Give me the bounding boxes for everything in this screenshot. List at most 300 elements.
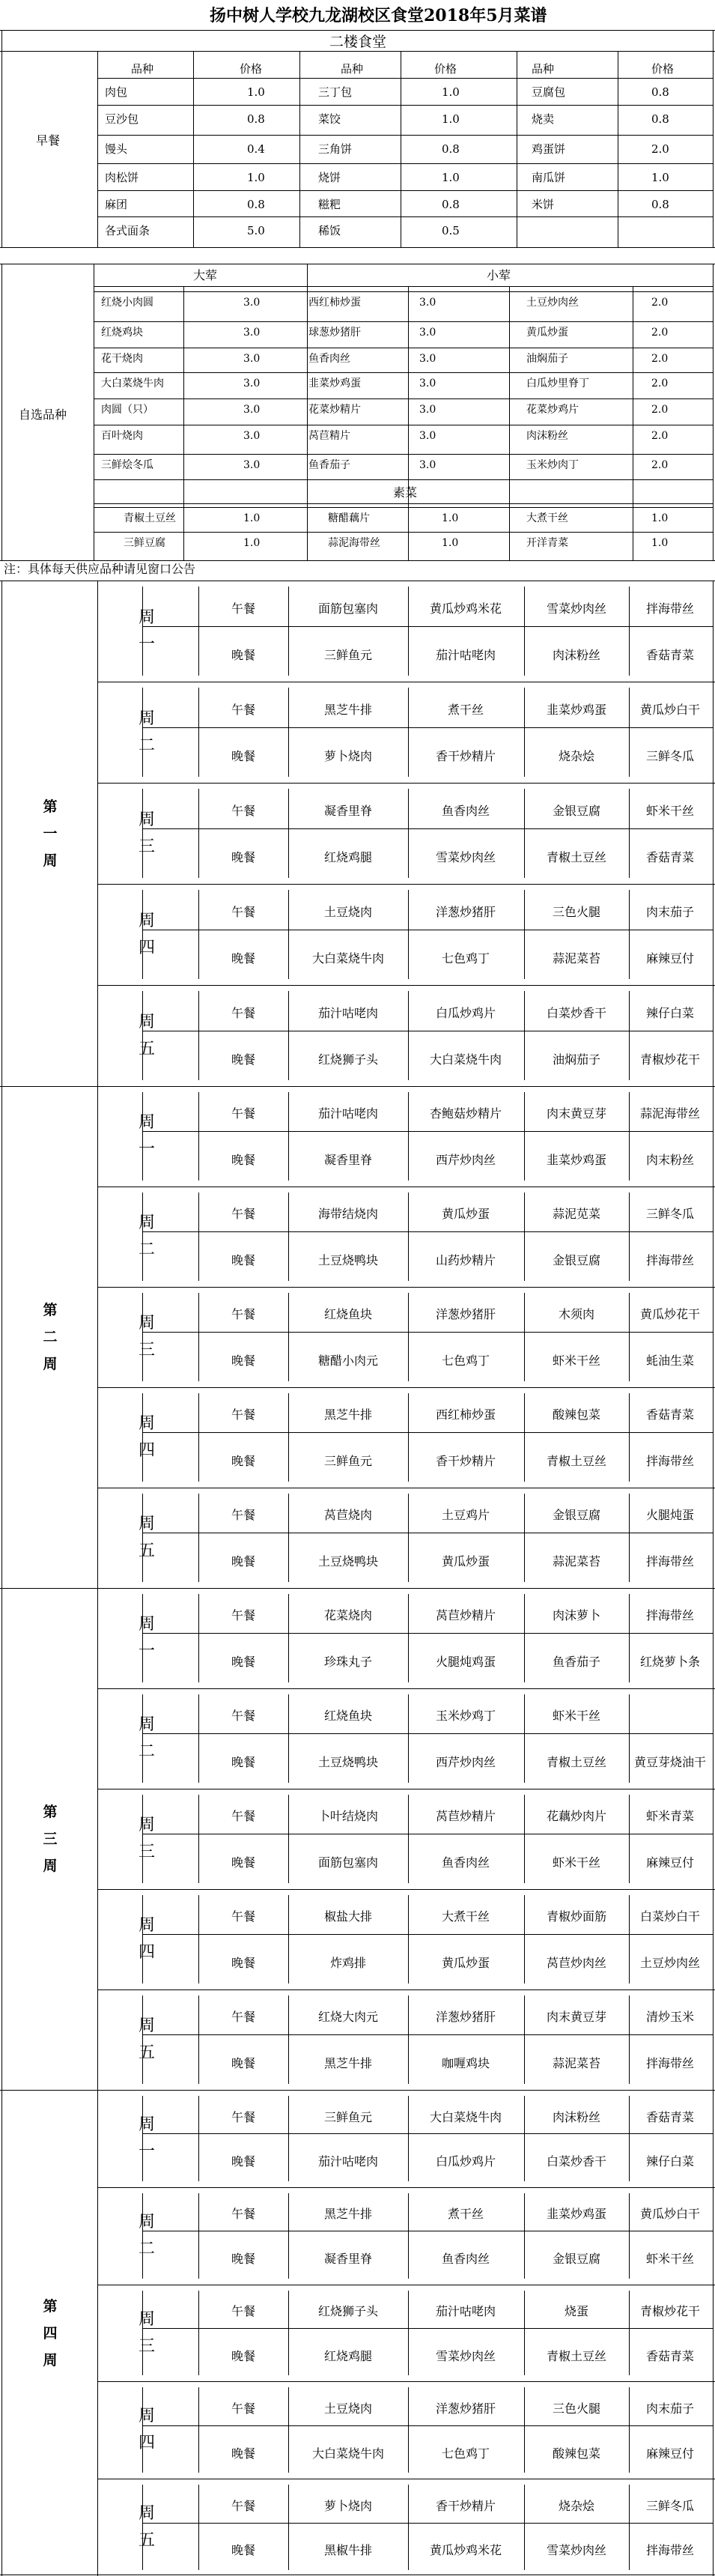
day-top-border [97, 2381, 715, 2382]
lunch-dish: 花菜烧肉 [323, 1608, 373, 1623]
breakfast-item: 糍粑 [318, 198, 341, 211]
dinner-dish: 萝卜烧肉 [323, 748, 373, 763]
lunch-dish: 白瓜炒鸡片 [435, 1005, 496, 1020]
week-label: 第四周 [43, 2297, 58, 2369]
dinner-dish: 拌海带丝 [645, 1454, 695, 1469]
menu-col-divider [629, 2387, 630, 2473]
lunch-dish: 花藕炒肉片 [546, 1809, 607, 1824]
lunch-label: 午餐 [231, 1608, 256, 1623]
lunch-label: 午餐 [231, 2109, 256, 2124]
menu-col-divider [408, 1393, 409, 1482]
day-label: 周五 [138, 2504, 155, 2551]
lunch-dish: 三色火腿 [552, 2401, 601, 2416]
menu-col-divider [629, 1293, 630, 1381]
selfservice-price: 3.0 [243, 404, 261, 416]
dinner-dish: 香菇青菜 [645, 647, 695, 662]
dinner-dish: 白瓜炒鸡片 [435, 2154, 496, 2169]
menu-col-divider [198, 1694, 199, 1783]
selfservice-price: 3.0 [419, 459, 436, 471]
breakfast-price: 1.0 [442, 171, 460, 184]
lunch-label: 午餐 [231, 1809, 256, 1824]
dinner-dish: 麻辣豆付 [645, 2446, 695, 2461]
breakfast-price: 0.8 [442, 198, 460, 211]
lunch-dish: 肉末黄豆芽 [546, 1106, 607, 1121]
day-label: 周四 [138, 2407, 155, 2453]
selfservice-item: 玉米炒肉丁 [526, 459, 579, 471]
dinner-dish: 蒜泥菜苔 [552, 1554, 601, 1569]
meal-row-border [142, 626, 713, 627]
menu-col-divider [524, 2485, 525, 2570]
dinner-dish: 黑椒牛排 [323, 2543, 373, 2558]
lunch-dish: 烧蛋 [564, 2304, 589, 2319]
breakfast-label-divider [97, 51, 98, 247]
dinner-label: 晚餐 [231, 1052, 256, 1067]
meal-row-border [142, 1432, 713, 1433]
dinner-dish: 红烧萝卜条 [639, 1655, 701, 1670]
lunch-label: 午餐 [231, 904, 256, 919]
lunch-dish: 白菜炒香干 [546, 1005, 607, 1020]
selfservice-price: 2.0 [651, 327, 669, 339]
breakfast-header: 品种 [532, 62, 555, 76]
breakfast-price: 1.0 [247, 85, 265, 99]
dinner-label: 晚餐 [231, 2056, 256, 2071]
day-top-border [97, 1688, 715, 1689]
lunch-dish: 肉沫粉丝 [552, 2109, 601, 2124]
menu-col-divider [524, 688, 525, 777]
day-top-border [97, 1588, 715, 1589]
day-label: 周五 [138, 1515, 155, 1560]
big-meat-header: 大荤 [193, 268, 218, 282]
selfservice-item: 西红柿炒蛋 [308, 297, 361, 309]
selfservice-price: 3.0 [243, 378, 261, 390]
breakfast-header: 品种 [131, 62, 154, 76]
dinner-dish: 烧杂烩 [558, 748, 595, 763]
dinner-dish: 土豆烧鸭块 [317, 1253, 379, 1268]
selfservice-col-divider [307, 264, 308, 560]
day-top-border [97, 884, 715, 885]
menu-col-divider [198, 2485, 199, 2570]
lunch-dish: 肉末茄子 [645, 904, 695, 919]
lunch-dish: 拌海带丝 [645, 1608, 695, 1623]
breakfast-top-border [0, 30, 715, 31]
dinner-label: 晚餐 [231, 2252, 256, 2267]
week-label-divider [97, 1588, 98, 2090]
selfservice-price: 2.0 [651, 404, 669, 416]
menu-col-divider [288, 1192, 289, 1281]
lunch-dish: 三鲜冬瓜 [645, 2498, 695, 2513]
day-top-border [97, 2090, 715, 2091]
menu-col-divider [629, 1092, 630, 1181]
breakfast-item: 三丁包 [318, 85, 353, 99]
selfservice-right-border [713, 264, 714, 560]
notice-text: 注：具体每天供应品种请见窗口公告 [4, 562, 196, 576]
lunch-label: 午餐 [231, 2207, 256, 2222]
breakfast-header: 价格 [651, 62, 675, 76]
day-label: 周五 [138, 1012, 155, 1058]
menu-col-divider [288, 789, 289, 878]
dinner-dish: 鱼香茄子 [552, 1655, 601, 1670]
day-label: 周一 [138, 2115, 155, 2161]
selfservice-price: 3.0 [243, 353, 261, 365]
lunch-dish: 蒜泥苋菜 [552, 1207, 601, 1222]
menu-col-divider [198, 1293, 199, 1381]
breakfast-bottom-border [0, 247, 715, 248]
dinner-dish: 黄瓜炒鸡米花 [429, 2543, 502, 2558]
menu-col-divider [408, 2096, 409, 2181]
menu-col-divider [408, 1092, 409, 1181]
lunch-dish: 红烧大肉元 [317, 2010, 379, 2025]
lunch-label: 午餐 [231, 2304, 256, 2319]
lunch-label: 午餐 [231, 601, 256, 616]
lunch-dish: 红烧狮子头 [317, 2304, 379, 2319]
selfservice-label: 自选品种 [19, 407, 67, 422]
day-label: 周三 [138, 810, 155, 856]
selfservice-price: 1.0 [243, 512, 261, 524]
selfservice-price: 2.0 [651, 297, 669, 309]
lunch-label: 午餐 [231, 1207, 256, 1222]
dinner-dish: 辣仔白菜 [645, 2154, 695, 2169]
selfservice-price: 3.0 [419, 430, 436, 442]
dinner-dish: 三鲜冬瓜 [645, 748, 695, 763]
menu-col-divider [198, 2387, 199, 2473]
breakfast-price: 0.4 [247, 142, 265, 156]
day-top-border [97, 2187, 715, 2188]
day-label: 周五 [138, 2016, 155, 2062]
selfservice-price: 3.0 [243, 327, 261, 339]
selfservice-price: 2.0 [651, 459, 669, 471]
menu-col-divider [408, 991, 409, 1080]
menu-col-divider [629, 1494, 630, 1582]
lunch-dish: 酸辣包菜 [552, 1407, 601, 1422]
lunch-dish: 面筋包塞肉 [317, 601, 379, 616]
veg-row-border [94, 507, 713, 508]
dinner-dish: 韭菜炒鸡蛋 [546, 1153, 607, 1168]
dinner-dish: 鱼香肉丝 [441, 2252, 490, 2267]
selfservice-item: 大煮干丝 [526, 512, 568, 524]
dinner-dish: 黄豆芽烧油干 [633, 1755, 707, 1770]
selfservice-price: 3.0 [419, 404, 436, 416]
selfservice-bottom-border [0, 560, 715, 561]
week-right-border [713, 581, 714, 1086]
menu-col-divider [524, 1393, 525, 1482]
week-label-divider [97, 2090, 98, 2576]
lunch-dish: 黑芝牛排 [323, 1407, 373, 1422]
selfservice-price: 1.0 [651, 537, 669, 549]
dinner-label: 晚餐 [231, 2543, 256, 2558]
breakfast-price: 1.0 [442, 112, 460, 126]
breakfast-item: 菜饺 [318, 112, 341, 126]
selfservice-price: 2.0 [651, 353, 669, 365]
dinner-dish: 青椒土豆丝 [546, 1755, 607, 1770]
dinner-label: 晚餐 [231, 1655, 256, 1670]
menu-col-divider [288, 2096, 289, 2181]
dinner-dish: 青椒土豆丝 [546, 849, 607, 864]
breakfast-row-border [97, 78, 713, 79]
day-label: 周二 [138, 2212, 155, 2258]
menu-col-divider [524, 789, 525, 878]
lunch-dish: 金银豆腐 [552, 1508, 601, 1523]
meal-row-border [142, 2523, 713, 2524]
dinner-dish: 红烧鸡腿 [323, 2348, 373, 2363]
breakfast-right-border [713, 30, 714, 247]
menu-col-divider [288, 1995, 289, 2084]
menu-col-divider [629, 2193, 630, 2279]
dinner-label: 晚餐 [231, 849, 256, 864]
selfservice-item: 开洋青菜 [526, 537, 568, 549]
day-label: 周二 [138, 709, 155, 755]
menu-col-divider [288, 587, 289, 676]
breakfast-item: 鸡蛋饼 [532, 142, 566, 156]
breakfast-price: 1.0 [442, 85, 460, 99]
dinner-dish: 拌海带丝 [645, 2543, 695, 2558]
lunch-dish: 洋葱炒猪肝 [435, 2401, 496, 2416]
lunch-dish: 土豆烧肉 [323, 904, 373, 919]
breakfast-header: 品种 [341, 62, 364, 76]
breakfast-col-divider [299, 51, 300, 247]
lunch-dish: 土豆鸡片 [441, 1508, 490, 1523]
dinner-dish: 肉末粉丝 [645, 1153, 695, 1168]
selfservice-item: 三鲜烩冬瓜 [101, 459, 153, 471]
selfservice-row-border [94, 321, 713, 322]
selfservice-item: 花菜炒鸡片 [526, 404, 579, 416]
menu-col-divider [524, 1594, 525, 1682]
menu-col-divider [288, 2193, 289, 2279]
menu-col-divider [198, 688, 199, 777]
menu-col-divider [198, 1393, 199, 1482]
dinner-label: 晚餐 [231, 2154, 256, 2169]
lunch-dish: 莴苣炒精片 [435, 1809, 496, 1824]
dinner-dish: 麻辣豆付 [645, 1855, 695, 1870]
menu-col-divider [629, 1594, 630, 1682]
menu-col-divider [198, 2193, 199, 2279]
breakfast-item: 肉松饼 [105, 171, 139, 184]
dinner-dish: 炸鸡排 [329, 1956, 367, 1971]
menu-col-divider [629, 1795, 630, 1883]
dinner-dish: 凝香里脊 [323, 2252, 373, 2267]
lunch-dish: 大煮干丝 [441, 1909, 490, 1924]
lunch-label: 午餐 [231, 2401, 256, 2416]
selfservice-item: 蒜泥海带丝 [328, 537, 380, 549]
breakfast-item: 豆沙包 [105, 112, 139, 126]
week-label: 第一周 [43, 798, 58, 869]
selfservice-item: 大白菜烧牛肉 [101, 378, 164, 390]
meal-row-border [142, 1934, 713, 1935]
breakfast-row-border [97, 105, 713, 106]
dinner-dish: 虾米干丝 [552, 1354, 601, 1369]
breakfast-item: 米饼 [532, 198, 555, 211]
lunch-dish: 煮干丝 [447, 702, 484, 717]
dinner-dish: 糖醋小肉元 [317, 1354, 379, 1369]
lunch-dish: 虾米干丝 [645, 803, 695, 818]
menu-col-divider [408, 1594, 409, 1682]
menu-col-divider [629, 2096, 630, 2181]
lunch-dish: 肉沫萝卜 [552, 1608, 601, 1623]
selfservice-item: 莴苣精片 [308, 430, 350, 442]
menu-col-divider [629, 2485, 630, 2570]
lunch-dish: 青椒炒面筋 [546, 1909, 607, 1924]
dinner-label: 晚餐 [231, 1454, 256, 1469]
menu-col-divider [198, 1995, 199, 2084]
menu-col-divider [198, 1895, 199, 1983]
breakfast-item: 肉包 [105, 85, 128, 99]
lunch-dish: 黄瓜炒鸡米花 [429, 601, 502, 616]
lunch-dish: 香干炒精片 [435, 2498, 496, 2513]
selfservice-item: 花菜炒精片 [308, 404, 361, 416]
day-label: 周三 [138, 1314, 155, 1360]
selfservice-item: 花干烧肉 [101, 353, 143, 365]
dinner-label: 晚餐 [231, 2348, 256, 2363]
selfservice-item: 红烧小肉圆 [101, 297, 153, 309]
lunch-dish: 黄瓜炒花干 [639, 1307, 701, 1322]
lunch-dish: 虾米青菜 [645, 1809, 695, 1824]
breakfast-price: 0.8 [247, 112, 265, 126]
selfservice-row-border [94, 454, 713, 455]
breakfast-price: 0.5 [442, 224, 460, 237]
selfservice-item: 黄瓜炒蛋 [526, 327, 568, 339]
lunch-dish: 辣仔白菜 [645, 1005, 695, 1020]
menu-col-divider [629, 789, 630, 878]
menu-col-divider [629, 1895, 630, 1983]
breakfast-item: 稀饭 [318, 224, 341, 237]
menu-col-divider [288, 1895, 289, 1983]
menu-col-divider [288, 1494, 289, 1582]
dinner-dish: 香干炒精片 [435, 1454, 496, 1469]
dinner-dish: 黄瓜炒蛋 [441, 1956, 490, 1971]
menu-col-divider [629, 587, 630, 676]
lunch-label: 午餐 [231, 1106, 256, 1121]
breakfast-header: 价格 [240, 62, 263, 76]
menu-col-divider [288, 2387, 289, 2473]
selfservice-price: 1.0 [243, 537, 261, 549]
lunch-label: 午餐 [231, 1005, 256, 1020]
meal-row-border [142, 1332, 713, 1333]
lunch-dish: 雪菜炒肉丝 [546, 601, 607, 616]
meal-row-border [142, 2133, 713, 2134]
lunch-dish: 茄汁咕咾肉 [317, 1005, 379, 1020]
menu-col-divider [288, 1694, 289, 1783]
dinner-dish: 麻辣豆付 [645, 951, 695, 966]
lunch-dish: 黄瓜炒蛋 [441, 1207, 490, 1222]
lunch-dish: 茄汁咕咾肉 [317, 1106, 379, 1121]
breakfast-price: 0.8 [651, 198, 669, 211]
menu-col-divider [198, 2291, 199, 2376]
menu-col-divider [629, 890, 630, 979]
meal-row-border [142, 727, 713, 728]
selfservice-item: 鱼香肉丝 [308, 353, 350, 365]
dinner-dish: 蒜泥菜苔 [552, 951, 601, 966]
meal-row-border [142, 2034, 713, 2035]
menu-col-divider [629, 2291, 630, 2376]
breakfast-item: 豆腐包 [532, 85, 566, 99]
selfservice-price: 2.0 [651, 378, 669, 390]
dinner-label: 晚餐 [231, 1354, 256, 1369]
menu-col-divider [408, 587, 409, 676]
menu-col-divider [524, 890, 525, 979]
menu-col-divider [198, 587, 199, 676]
menu-col-divider [629, 1393, 630, 1482]
dinner-dish: 拌海带丝 [645, 2056, 695, 2071]
lunch-dish: 金银豆腐 [552, 803, 601, 818]
lunch-label: 午餐 [231, 2010, 256, 2025]
lunch-dish: 椒盐大排 [323, 1909, 373, 1924]
dinner-dish: 雪菜炒肉丝 [546, 2543, 607, 2558]
menu-col-divider [408, 1192, 409, 1281]
menu-col-divider [524, 991, 525, 1080]
menu-col-divider [524, 1694, 525, 1783]
dinner-dish: 肉沫粉丝 [552, 647, 601, 662]
selfservice-item: 百叶烧肉 [101, 430, 143, 442]
dinner-dish: 雪菜炒肉丝 [435, 849, 496, 864]
selfservice-item: 韭菜炒鸡蛋 [308, 378, 361, 390]
breakfast-item: 烧卖 [532, 112, 555, 126]
lunch-dish: 土豆烧肉 [323, 2401, 373, 2416]
selfservice-price: 1.0 [442, 537, 459, 549]
breakfast-row-border [97, 190, 713, 191]
menu-col-divider [408, 789, 409, 878]
menu-col-divider [524, 1092, 525, 1181]
lunch-dish: 黄瓜炒白干 [639, 2207, 701, 2222]
lunch-dish: 海带结烧肉 [317, 1207, 379, 1222]
dinner-label: 晚餐 [231, 1554, 256, 1569]
lunch-dish: 火腿炖蛋 [645, 1508, 695, 1523]
selfservice-col-divider [183, 286, 184, 560]
selfservice-item: 油焖茄子 [526, 353, 568, 365]
selfservice-item: 糖醋藕片 [328, 512, 370, 524]
dinner-dish: 凝香里脊 [323, 1153, 373, 1168]
dinner-label: 晚餐 [231, 647, 256, 662]
lunch-label: 午餐 [231, 1508, 256, 1523]
breakfast-price: 0.8 [651, 85, 669, 99]
selfservice-price: 2.0 [651, 430, 669, 442]
selfservice-item: 球葱炒猪肝 [308, 327, 361, 339]
dinner-dish: 茄汁咕咾肉 [317, 2154, 379, 2169]
menu-col-divider [288, 1092, 289, 1181]
lunch-dish: 凝香里脊 [323, 803, 373, 818]
selfservice-row-border [94, 291, 713, 292]
lunch-dish: 清炒玉米 [645, 2010, 695, 2025]
menu-col-divider [629, 1995, 630, 2084]
menu-col-divider [288, 2485, 289, 2570]
menu-col-divider [288, 1293, 289, 1381]
dinner-dish: 拌海带丝 [645, 1554, 695, 1569]
lunch-dish: 杏鲍菇炒精片 [429, 1106, 502, 1121]
breakfast-price: 2.0 [651, 142, 669, 156]
lunch-label: 午餐 [231, 1709, 256, 1724]
dinner-label: 晚餐 [231, 1855, 256, 1870]
day-label: 周四 [138, 911, 155, 957]
menu-col-divider [198, 2096, 199, 2181]
dinner-dish: 火腿炖鸡蛋 [435, 1655, 496, 1670]
selfservice-item: 肉沫粉丝 [526, 430, 568, 442]
menu-col-divider [629, 688, 630, 777]
menu-col-divider [524, 2387, 525, 2473]
menu-col-divider [288, 890, 289, 979]
selfservice-left-border [1, 264, 2, 560]
selfservice-price: 3.0 [243, 430, 261, 442]
menu-col-divider [524, 1995, 525, 2084]
lunch-dish: 韭菜炒鸡蛋 [546, 2207, 607, 2222]
veg-header-top [94, 479, 713, 480]
dinner-dish: 土豆烧鸭块 [317, 1554, 379, 1569]
menu-col-divider [524, 587, 525, 676]
selfservice-price: 3.0 [419, 327, 436, 339]
dinner-dish: 大白菜烧牛肉 [311, 2446, 385, 2461]
breakfast-price: 0.8 [247, 198, 265, 211]
day-label: 周一 [138, 1615, 155, 1661]
day-top-border [97, 1287, 715, 1288]
dinner-label: 晚餐 [231, 1253, 256, 1268]
menu-col-divider [288, 1795, 289, 1883]
